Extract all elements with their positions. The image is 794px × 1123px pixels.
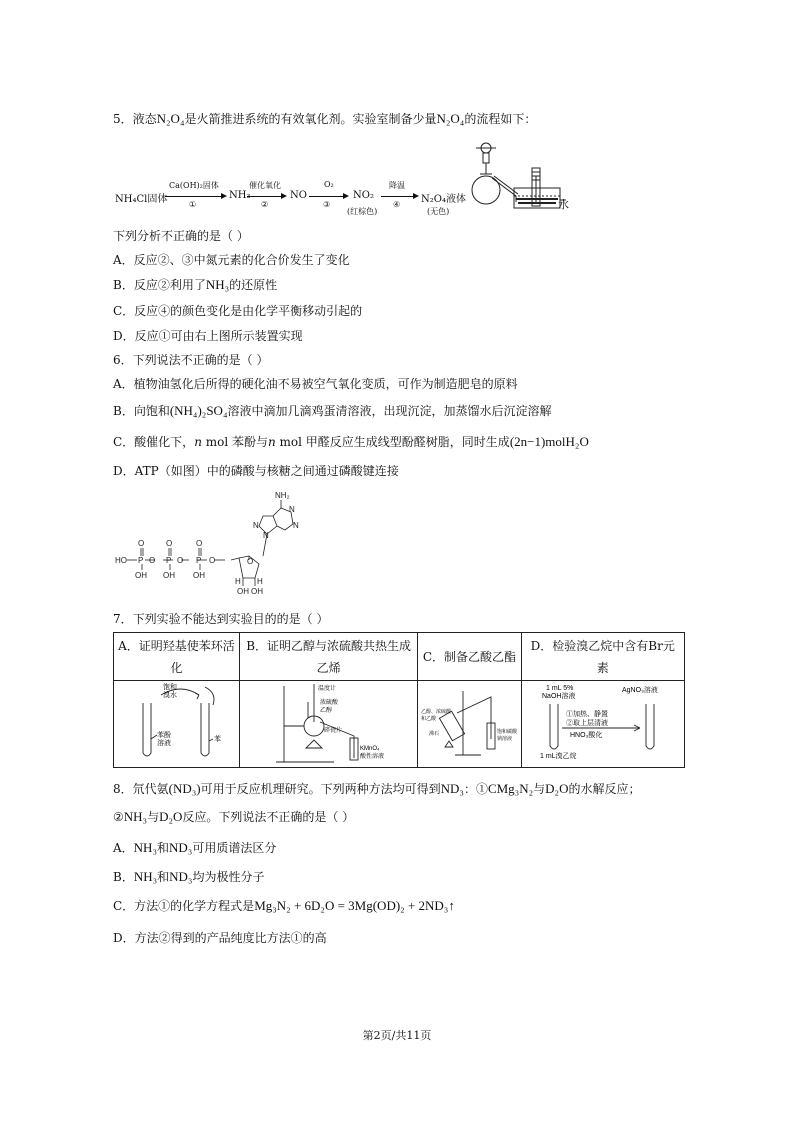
svg-text:O: O [166,539,173,548]
svg-text:P: P [196,556,202,565]
q7-image-b [239,681,417,768]
q7-experiment-table [113,632,685,768]
svg-text:OH: OH [135,571,147,580]
page-footer: 第2页/共11页 [362,1029,432,1042]
svg-text:H: H [257,577,263,586]
svg-text:饱和: 饱和 [163,683,178,691]
svg-text:乙醇、浓硫酸: 乙醇、浓硫酸 [421,708,452,715]
svg-text:HNO₃酸化: HNO₃酸化 [569,731,603,739]
q7-option-a: A．证明羟基使苯环活化 [114,633,240,681]
svg-text:和乙酸: 和乙酸 [421,715,437,722]
q7-image-a [114,681,240,768]
svg-text:1 mL 5%: 1 mL 5% [545,684,574,692]
svg-text:溶液: 溶液 [157,739,172,747]
atp-structure-diagram [113,486,343,598]
svg-text:①加热、静置: ①加热、静置 [565,710,608,718]
svg-text:NaOH溶液: NaOH溶液 [541,692,576,700]
svg-text:OH: OH [251,587,263,596]
svg-text:O: O [247,557,254,566]
q5-flow-chart: NH₄Cl固体 Ca(OH)₂固体 ① NH₃ 催化氧化 ② NO O₂ ③ NO₂ (红棕色) 降温 ④ N₂O₄液体 (无色) [115,180,466,216]
svg-text:乙醇: 乙醇 [319,707,332,714]
q7-image-d [521,681,684,768]
q5-option-b: B．反应②利用了NH₃的还原性 [113,277,278,292]
svg-text:OH: OH [193,571,205,580]
svg-text:温度计: 温度计 [317,685,336,692]
svg-text:O: O [209,556,216,565]
svg-text:N: N [263,531,269,540]
svg-text:O: O [177,556,184,565]
svg-text:KMnO₄: KMnO₄ [359,745,380,752]
svg-text:AgNO₃溶液: AgNO₃溶液 [621,686,658,694]
q5-water-label: 水 [558,198,569,211]
svg-text:浓硫酸: 浓硫酸 [319,699,338,706]
q5-stem: 5．液态N₂O₄是火箭推进系统的有效氧化剂。实验室制备少量N₂O₄的流程如下： [113,111,537,126]
svg-text:OH: OH [163,571,175,580]
q8-option-b: B．NH₃和ND₃均为极性分子 [113,869,265,884]
svg-text:1 mL溴乙烷: 1 mL溴乙烷 [539,752,577,760]
svg-text:溴水: 溴水 [163,691,178,699]
q7-option-d: D．检验溴乙烷中含有Br元素 [521,633,684,681]
svg-text:O: O [149,556,156,565]
svg-text:H: H [235,577,241,586]
svg-text:N: N [289,505,295,514]
svg-text:O: O [196,539,203,548]
svg-text:酸性溶液: 酸性溶液 [359,753,384,760]
q6-stem: 6．下列说法不正确的是（ ） [113,353,269,367]
q6-option-d: D．ATP（如图）中的磷酸与核糖之间通过磷酸键连接 [113,464,399,478]
svg-text:N: N [253,521,259,530]
svg-text:NH₂: NH₂ [275,491,290,500]
svg-text:沸石: 沸石 [429,730,440,737]
svg-text:N: N [293,521,299,530]
svg-text:HO: HO [115,556,127,565]
q6-option-a: A．植物油氢化后所得的硬化油不易被空气氧化变质，可作为制造肥皂的原料 [113,377,518,391]
q8-option-c: C．方法①的化学方程式是Mg₃N₂ + 6D₂O = 3Mg(OD)₂ + 2ND₃↑ [113,898,455,913]
q8-stem: 8．氘代氨(ND₃)可用于反应机理研究。下列两种方法均可得到ND₃：①CMg₃N₂与D₂O的水解反应； [113,781,641,796]
svg-text:P: P [138,556,144,565]
q7-image-c [418,681,521,768]
q5-prompt: 下列分析不正确的是（ ） [113,229,249,243]
q5-option-c: C．反应④的颜色变化是由化学平衡移动引起的 [113,304,363,318]
q6-option-b: B．向饱和(NH₄)₂SO₄溶液中滴加几滴鸡蛋清溶液，出现沉淀，加蒸馏水后沉淀溶解 [113,403,552,418]
svg-text:碎瓷片: 碎瓷片 [323,727,342,734]
svg-text:②取上层清液: ②取上层清液 [565,719,608,727]
q8-stem-line2: ②NH₃与D₂O反应。下列说法不正确的是（ ） [113,809,355,824]
svg-text:P: P [166,556,172,565]
svg-text:苯酚: 苯酚 [157,731,172,739]
q5-option-d: D．反应①可由右上图所示装置实现 [113,329,303,343]
q8-option-a: A．NH₃和ND₃可用质谱法区分 [113,840,277,855]
q7-option-c: C．制备乙酸乙酯 [418,633,521,681]
q7-stem: 7．下列实验不能达到实验目的的是（ ） [113,612,329,626]
svg-text:OH: OH [237,587,249,596]
svg-text:钠溶液: 钠溶液 [497,735,513,742]
svg-text:饱和碳酸: 饱和碳酸 [497,728,518,735]
q5-option-a: A．反应②、③中氮元素的化合价发生了变化 [113,253,350,267]
q6-option-c: C．酸催化下，n mol 苯酚与n mol 甲醛反应生成线型酚醛树脂，同时生成(2n−1)molH₂O [113,434,589,449]
svg-text:O: O [138,539,145,548]
q8-option-d: D．方法②得到的产品纯度比方法①的高 [113,931,327,945]
svg-text:苯: 苯 [214,735,222,743]
q7-option-b: B．证明乙醇与浓硫酸共热生成乙烯 [239,633,417,681]
